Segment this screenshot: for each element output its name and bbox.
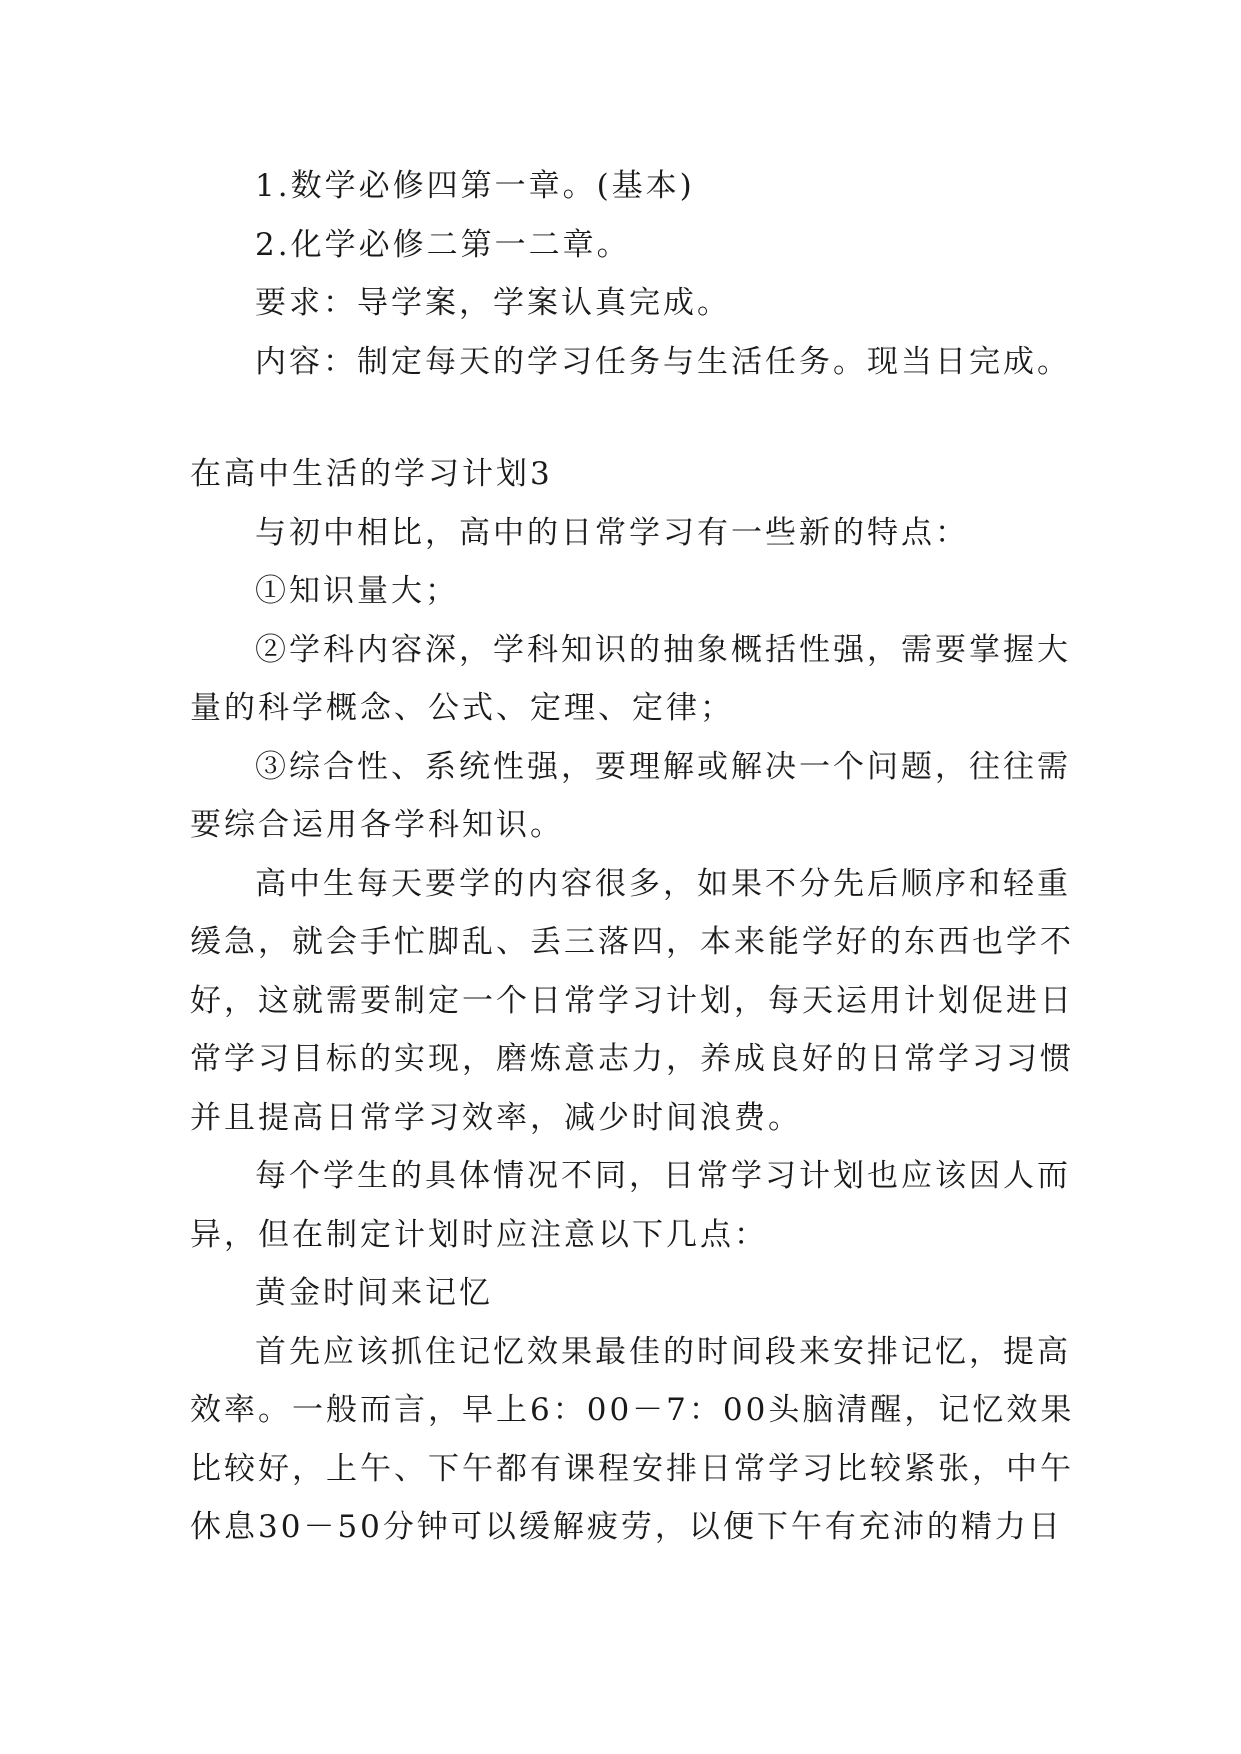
- feature-item-2: ②学科内容深，学科知识的抽象概括性强，需要掌握大: [255, 631, 1071, 668]
- feature-item-3: ③综合性、系统性强，要理解或解决一个问题，往往需: [255, 748, 1071, 785]
- section-title: 在高中生活的学习计划3: [190, 456, 553, 492]
- paragraph-line: 常学习目标的实现，磨炼意志力，养成良好的日常学习习惯: [190, 1041, 1074, 1077]
- paragraph-line: 每个学生的具体情况不同，日常学习计划也应该因人而: [255, 1158, 1071, 1194]
- paragraph-line: 异，但在制定计划时应注意以下几点：: [190, 1216, 768, 1253]
- paragraph-line: 与初中相比，高中的日常学习有一些新的特点：: [255, 514, 969, 551]
- paragraph-line: 首先应该抓住记忆效果最佳的时间段来安排记忆，提高: [255, 1333, 1071, 1370]
- feature-item-1: ①知识量大；: [255, 573, 459, 609]
- paragraph-line: 要综合运用各学科知识。: [190, 807, 564, 843]
- study-plan-section: [190, 445, 1075, 1557]
- task-list: [190, 157, 1071, 391]
- content-line: 内容：制定每天的学习任务与生活任务。现当日完成。: [255, 343, 1071, 380]
- paragraph-line: 好，这就需要制定一个日常学习计划，每天运用计划促进日: [190, 982, 1074, 1019]
- paragraph-line: 高中生每天要学的内容很多，如果不分先后顺序和轻重: [255, 865, 1071, 902]
- paragraph-line: 休息30－50分钟可以缓解疲劳，以便下午有充沛的精力日: [190, 1509, 1063, 1545]
- paragraph-line: 缓急，就会手忙脚乱、丢三落四，本来能学好的东西也学不: [190, 924, 1074, 960]
- requirement-line: 要求：导学案，学案认真完成。: [255, 285, 731, 321]
- paragraph-line: 量的科学概念、公式、定理、定律；: [190, 690, 734, 726]
- subheading: 黄金时间来记忆: [255, 1275, 493, 1311]
- paragraph-line: 并且提高日常学习效率，减少时间浪费。: [190, 1099, 802, 1136]
- paragraph-line: 效率。一般而言，早上6：00－7：00头脑清醒，记忆效果: [190, 1392, 1075, 1428]
- paragraph-line: 比较好，上午、下午都有课程安排日常学习比较紧张，中午: [190, 1450, 1074, 1487]
- task-line-math: 1.数学必修四第一章。(基本): [255, 168, 695, 204]
- task-line-chemistry: 2.化学必修二第一二章。: [255, 226, 631, 263]
